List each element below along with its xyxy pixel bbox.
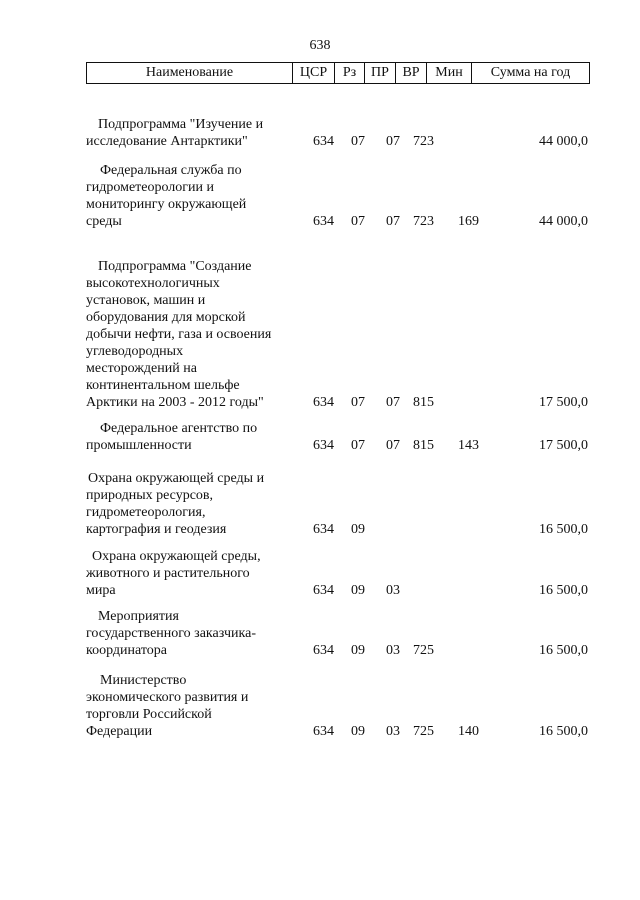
- cell-rz: 07: [351, 214, 365, 229]
- cell-sum: 17 500,0: [539, 438, 588, 453]
- cell-rz: 09: [351, 643, 365, 658]
- header-sum: Сумма на год: [490, 65, 571, 80]
- cell-csr: 634: [313, 522, 334, 537]
- row-name: [86, 162, 292, 230]
- header-min: Мин: [427, 63, 472, 83]
- cell-csr: 634: [313, 724, 334, 739]
- table-row: [0, 420, 640, 454]
- page-number: 638: [309, 38, 331, 53]
- row-name-line: Федеральное агентство по: [100, 421, 258, 436]
- table-row: [0, 258, 640, 411]
- row-name: [86, 470, 292, 538]
- row-name-line: Федерации: [86, 724, 153, 739]
- row-name: [86, 420, 292, 454]
- row-name-line: континентальном шельфе: [86, 378, 240, 393]
- row-name-line: высокотехнологичных: [86, 276, 220, 291]
- cell-pr: 07: [386, 395, 400, 410]
- row-name-line: Федеральная служба по: [100, 163, 242, 178]
- cell-sum: 16 500,0: [539, 724, 588, 739]
- row-name: [86, 116, 292, 150]
- row-name-line: мира: [86, 583, 116, 598]
- cell-rz: 07: [351, 134, 365, 149]
- row-name: [86, 672, 292, 740]
- cell-rz: 07: [351, 438, 365, 453]
- row-name-line: животного и растительного: [86, 566, 250, 581]
- row-name-line: Арктики на 2003 - 2012 годы": [86, 395, 264, 410]
- row-name: [86, 258, 292, 411]
- table-row: [0, 470, 640, 538]
- row-name: [86, 608, 292, 659]
- row-name-line: добычи нефти, газа и освоения: [86, 327, 272, 342]
- cell-sum: 16 500,0: [539, 643, 588, 658]
- row-name-line: природных ресурсов,: [86, 488, 214, 503]
- table-row: [0, 672, 640, 740]
- cell-min: 169: [458, 214, 479, 229]
- row-name-line: исследование Антарктики": [86, 134, 248, 149]
- cell-pr: 07: [386, 438, 400, 453]
- table-row: [0, 548, 640, 599]
- cell-min: 140: [458, 724, 479, 739]
- row-name-line: Подпрограмма "Изучение и: [98, 117, 264, 132]
- cell-rz: 07: [351, 395, 365, 410]
- cell-pr: 03: [386, 583, 400, 598]
- table-row: [0, 116, 640, 150]
- row-name-line: государственного заказчика-: [86, 626, 256, 641]
- row-name-line: мониторингу окружающей: [86, 197, 247, 212]
- cell-rz: 09: [351, 522, 365, 537]
- row-name-line: Мероприятия: [98, 609, 179, 624]
- cell-sum: 17 500,0: [539, 395, 588, 410]
- header-name: Наименование: [87, 63, 293, 83]
- row-name-line: углеводородных: [86, 344, 184, 359]
- cell-pr: 03: [386, 724, 400, 739]
- cell-csr: 634: [313, 438, 334, 453]
- row-name-line: Министерство: [100, 673, 187, 688]
- cell-min: 143: [458, 438, 479, 453]
- header-csr: ЦСР: [293, 63, 335, 83]
- cell-csr: 634: [313, 583, 334, 598]
- cell-vr: 725: [413, 643, 434, 658]
- row-name-line: экономического развития и: [86, 690, 249, 705]
- row-name-line: координатора: [86, 643, 168, 658]
- header-pr: ПР: [365, 63, 396, 83]
- row-name-line: Охрана окружающей среды,: [92, 549, 261, 564]
- row-name-line: установок, машин и: [86, 293, 206, 308]
- cell-vr: 815: [413, 395, 434, 410]
- cell-csr: 634: [313, 214, 334, 229]
- table-row: [0, 162, 640, 230]
- row-name-line: месторождений на: [86, 361, 197, 376]
- row-name-line: Подпрограмма "Создание: [98, 259, 252, 274]
- cell-rz: 09: [351, 583, 365, 598]
- cell-vr: 725: [413, 724, 434, 739]
- row-name-line: оборудования для морской: [86, 310, 246, 325]
- row-name-line: гидрометеорология,: [86, 505, 206, 520]
- row-name-line: Охрана окружающей среды и: [88, 471, 265, 486]
- table-header: [86, 62, 590, 84]
- row-name-line: гидрометеорологии и: [86, 180, 215, 195]
- cell-sum: 44 000,0: [539, 214, 588, 229]
- row-name-line: картография и геодезия: [86, 522, 227, 537]
- row-name-line: среды: [86, 214, 122, 229]
- cell-rz: 09: [351, 724, 365, 739]
- cell-csr: 634: [313, 134, 334, 149]
- cell-pr: 03: [386, 643, 400, 658]
- cell-pr: 07: [386, 214, 400, 229]
- cell-vr: 815: [413, 438, 434, 453]
- table-row: [0, 608, 640, 659]
- row-name-line: промышленности: [86, 438, 192, 453]
- cell-vr: 723: [413, 134, 434, 149]
- header-vr: ВР: [396, 63, 427, 83]
- cell-pr: 07: [386, 134, 400, 149]
- cell-csr: 634: [313, 643, 334, 658]
- cell-sum: 16 500,0: [539, 522, 588, 537]
- row-name-line: торговли Российской: [86, 707, 212, 722]
- cell-sum: 44 000,0: [539, 134, 588, 149]
- cell-vr: 723: [413, 214, 434, 229]
- header-rz: Рз: [335, 63, 365, 83]
- cell-csr: 634: [313, 395, 334, 410]
- cell-sum: 16 500,0: [539, 583, 588, 598]
- row-name: [86, 548, 292, 599]
